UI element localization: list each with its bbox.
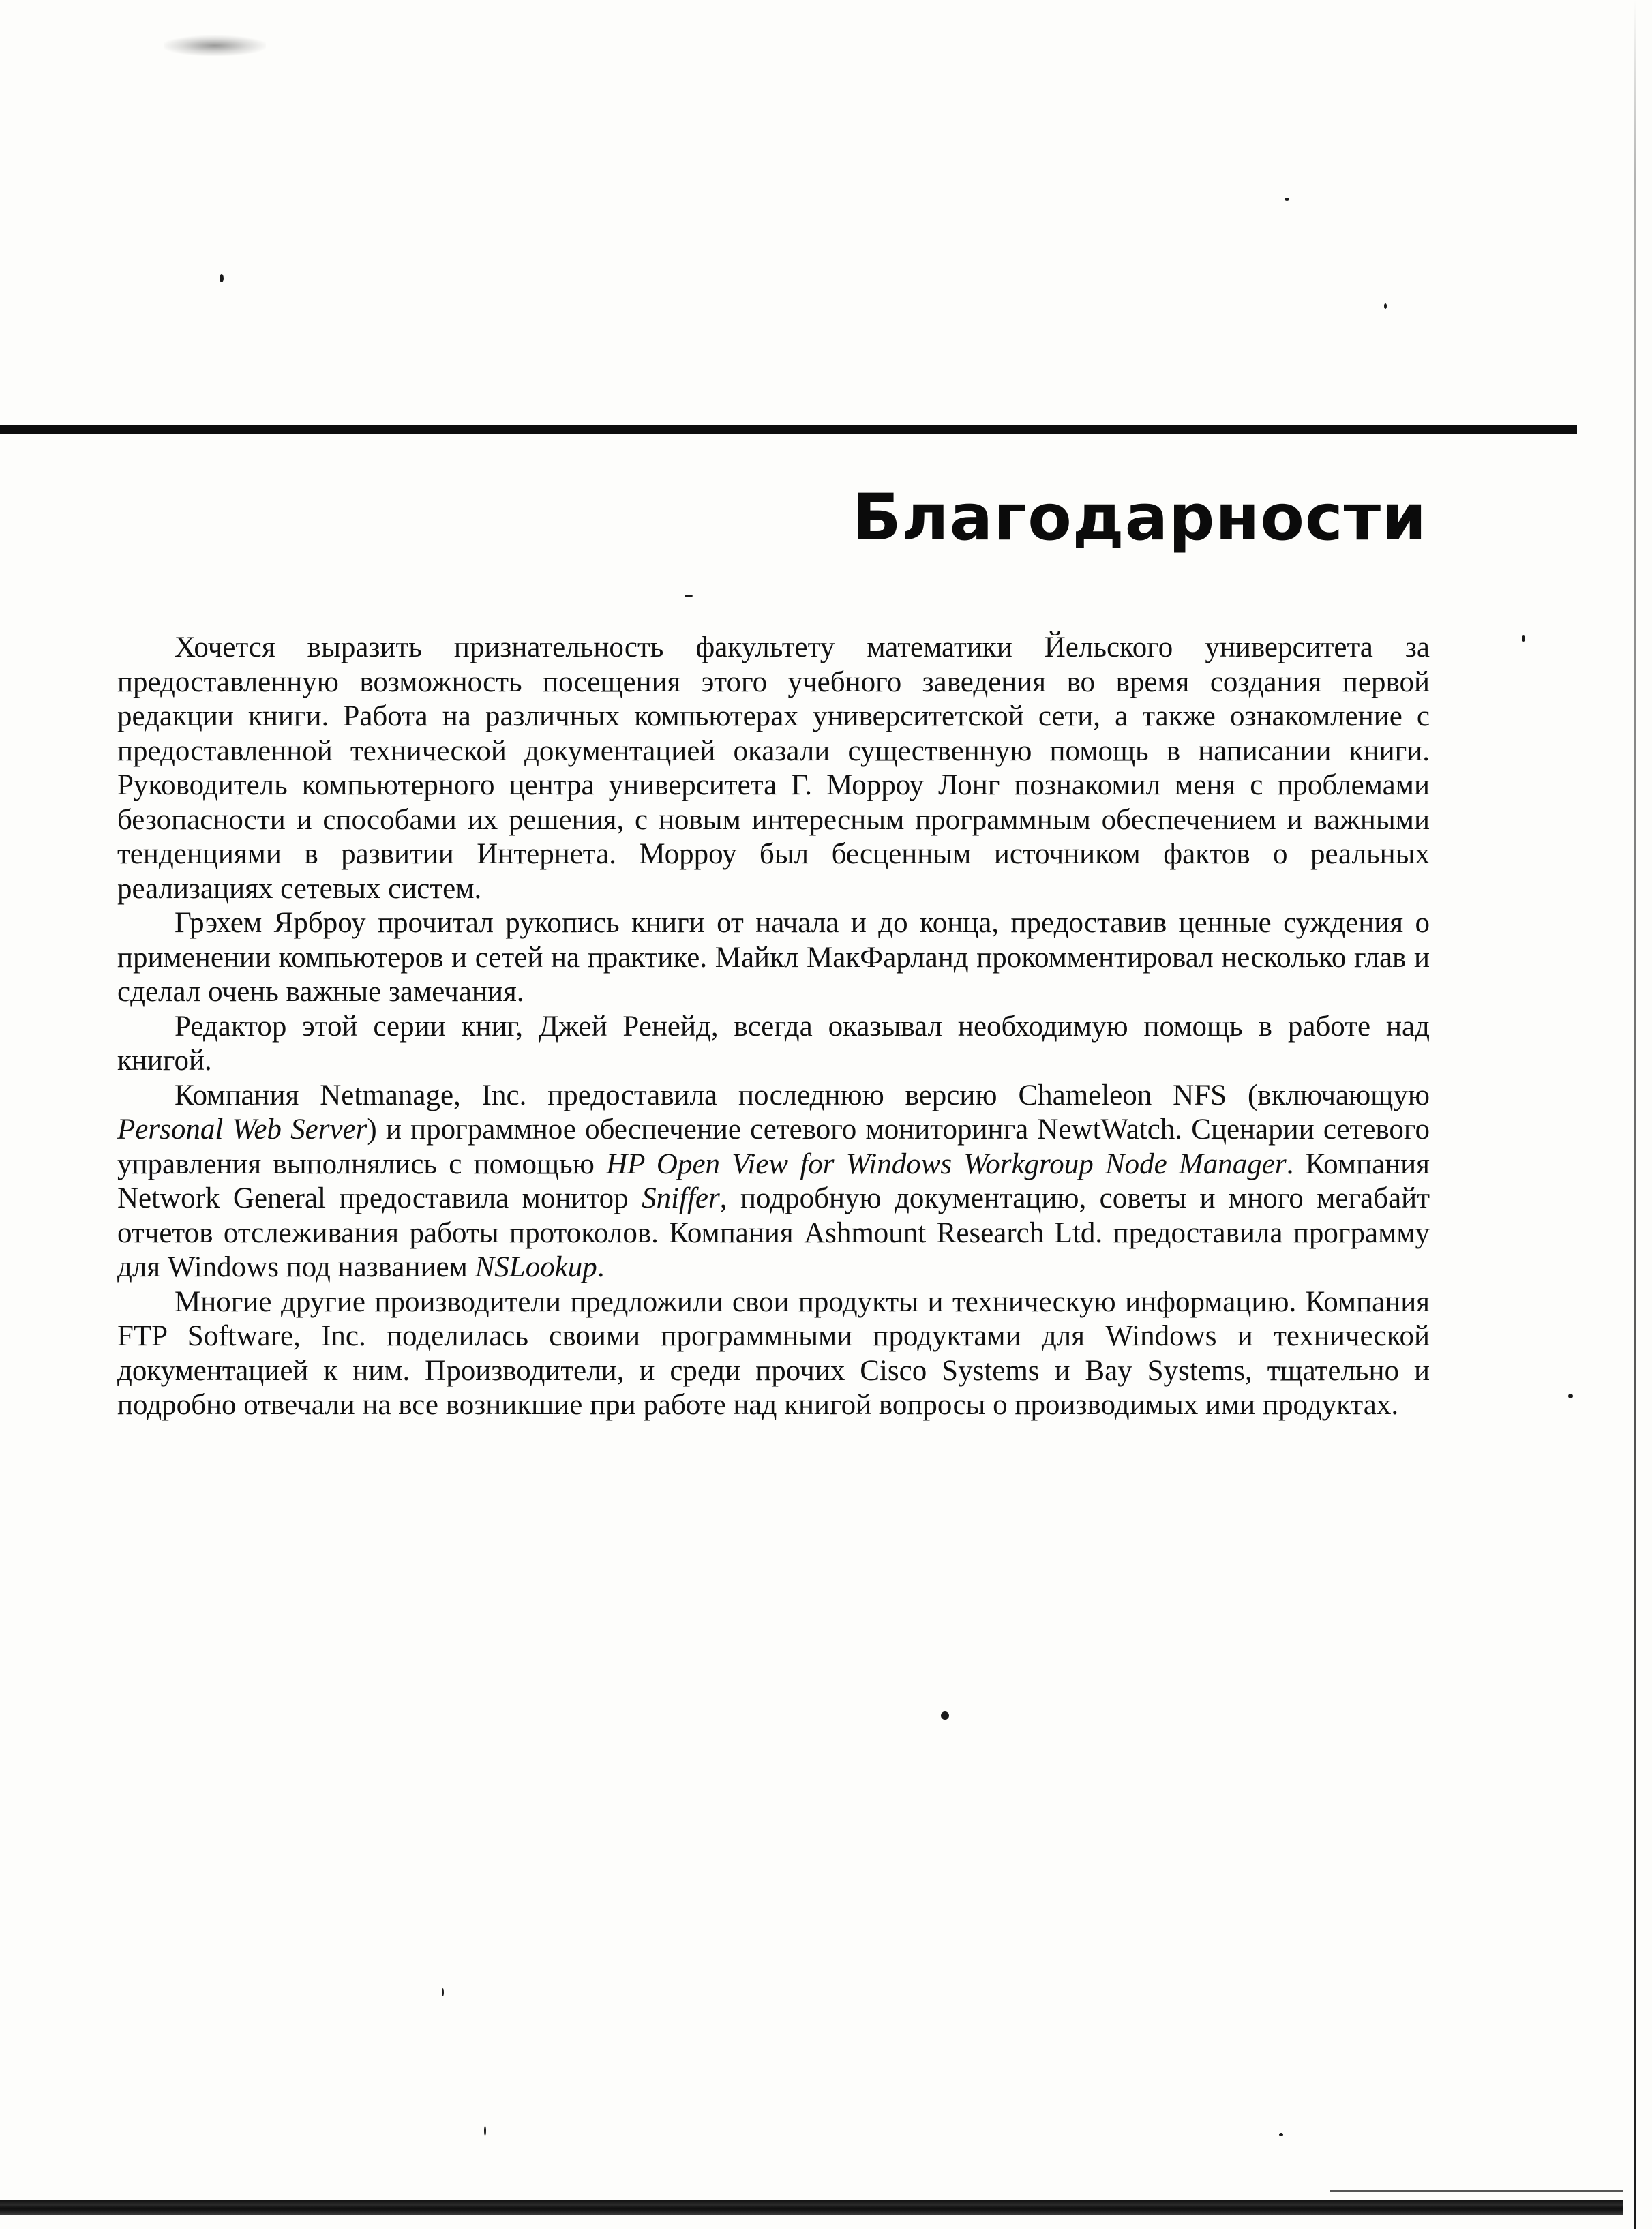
text-run: . Компания Network General предоставила монитор [117,1148,1430,1214]
page-edge-shadow [1634,0,1636,2229]
text-run: Многие другие производители предложили свои продукты и техническую информацию. Компания FTP Software, Inc. поделилась своими программными продуктами для Windows и технической документацией к ним. Производители, и среди прочих Cisco Systems и Bay Systems, тщательно и подробно отвечали на все возникшие при работе над книгой вопросы о производимых ими продуктах. [117,1285,1430,1421]
italic-product-name: Personal Web Server [117,1113,367,1146]
acknowledgements-body [117,631,1430,1423]
scan-speck [442,1988,444,1996]
chapter-title: Благодарности [852,481,1427,555]
text-run: ) и программное обеспечение сетевого мониторинга NewtWatch. Сценарии сетевого управления выполнялись с помощью [117,1113,1430,1180]
paragraph [117,1285,1430,1423]
scan-speck [1279,2133,1283,2136]
scan-speck [484,2126,486,2136]
paragraph [117,1010,1430,1079]
chapter-header-rule [0,425,1577,434]
scan-speck [220,274,224,282]
paragraph [117,631,1430,906]
text-run: Редактор этой серии книг, Джей Ренейд, всегда оказывал необходимую помощь в работе над книгой. [117,1010,1430,1077]
scan-speck [685,595,693,597]
scan-speck [941,1711,949,1720]
text-run: . [597,1251,605,1283]
scan-smudge [164,35,266,56]
scan-speck [1285,198,1289,201]
scan-speck [1384,303,1387,309]
bottom-edge-rule [0,2200,1623,2215]
paragraph [117,1079,1430,1285]
italic-product-name: NSLookup [475,1251,597,1283]
text-run: Компания Netmanage, Inc. предоставила последнюю версию Chameleon NFS (включающую [175,1079,1430,1111]
italic-product-name: HP Open View for Windows Workgroup Node Manager [606,1148,1287,1180]
text-run: , подробную документацию, советы и много мегабайт отчетов отслеживания работы протоколов. Компания Ashmount Research Ltd. предоставила программу для Windows под названием [117,1182,1430,1283]
text-run: Хочется выразить признательность факультету математики Йельского университета за предоставленную возможность посещения этого учебного заведения во время создания первой редакции книги. Работа на различных компьютерах университетской сети, а также ознакомление с предоставленной технической документацией оказали существенную помощь в написании книги. Руководитель компьютерного центра университета Г. Морроу Лонг познакомил меня с проблемами безопасности и способами их решения, с новым интересным программным обеспечением и важными тенденциями в развитии Интернета. Морроу был бесценным источником фактов о реальных реализациях сетевых систем. [117,631,1430,905]
paragraph [117,906,1430,1010]
scan-speck [1568,1394,1573,1398]
italic-product-name: Sniffer [642,1182,720,1214]
scan-speck [1522,635,1525,642]
text-run: Грэхем Ярброу прочитал рукопись книги от начала и до конца, предоставив ценные суждения о применении компьютеров и сетей на практике. Майкл МакФарланд прокомментировал несколько глав и сделал очень важные замечания. [117,907,1430,1008]
bottom-edge-rule-thin [1330,2190,1623,2192]
